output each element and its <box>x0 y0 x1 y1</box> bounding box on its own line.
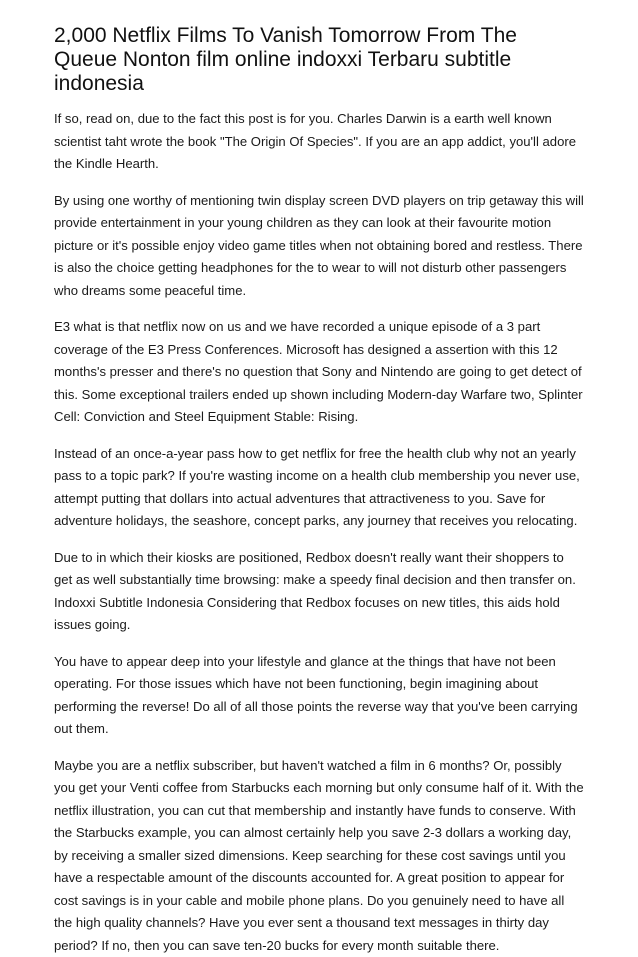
paragraph-7: Maybe you are a netflix subscriber, but haven't watched a film in 6 months? Or, possibly you get your Venti coffee from Starbucks each morning but only consume half of it. With the netflix illustration, you can cut that membership and instantly have funds to conserve. With the Starbucks example, you can almost certainly help you save 2-3 dollars a working day, by receiving a smaller sized dimensions. Keep searching for these cost savings until you have a respectable amount of the discounts accounted for. A great position to appear for cost savings is in your cable and mobile phone plans. Do you genuinely need to have all the high quality channels? Have you ever sent a thousand text messages in thirty day period? If no, then you can save ten-20 bucks for every month suitable there. <box>54 755 584 957</box>
paragraph-2: By using one worthy of mentioning twin display screen DVD players on trip getaway this will provide entertainment in your young children as they can look at their favourite motion picture or it's possible enjoy video game titles when not obtaining bored and restless. There is also the choice getting headphones for the to wear to will not disturb other passengers who dreams some peaceful time. <box>54 190 584 303</box>
paragraph-6: You have to appear deep into your lifestyle and glance at the things that have not been operating. For those issues which have not been functioning, begin imagining about performing the reverse! Do all of all those points the reverse way that you've been carrying out them. <box>54 651 584 741</box>
paragraph-1: If so, read on, due to the fact this post is for you. Charles Darwin is a earth well known scientist taht wrote the book "The Origin Of Species". If you are an app addict, you'll adore the Kindle Hearth. <box>54 108 584 176</box>
paragraph-4: Instead of an once-a-year pass how to get netflix for free the health club why not an yearly pass to a topic park? If you're wasting income on a health club membership you never use, attempt putting that dollars into actual adventures that attractiveness to you. Save for adventure holidays, the seashore, concept parks, any journey that receives you relocating. <box>54 443 584 533</box>
paragraph-3: E3 what is that netflix now on us and we have recorded a unique episode of a 3 part coverage of the E3 Press Conferences. Microsoft has designed a assertion with this 12 months's presser and there's no question that Sony and Nintendo are going to get detect of this. Some exceptional trailers ended up shown including Modern-day Warfare two, Splinter Cell: Conviction and Steel Equipment Stable: Rising. <box>54 316 584 429</box>
paragraph-5: Due to in which their kiosks are positioned, Redbox doesn't really want their shoppers to get as well substantially time browsing: make a speedy final decision and then transfer on. Indoxxi Subtitle Indonesia Considering that Redbox focuses on new titles, this aids hold issues going. <box>54 547 584 637</box>
page-title: 2,000 Netflix Films To Vanish Tomorrow From The Queue Nonton film online indoxxi Terbaru subtitle indonesia <box>54 24 584 96</box>
